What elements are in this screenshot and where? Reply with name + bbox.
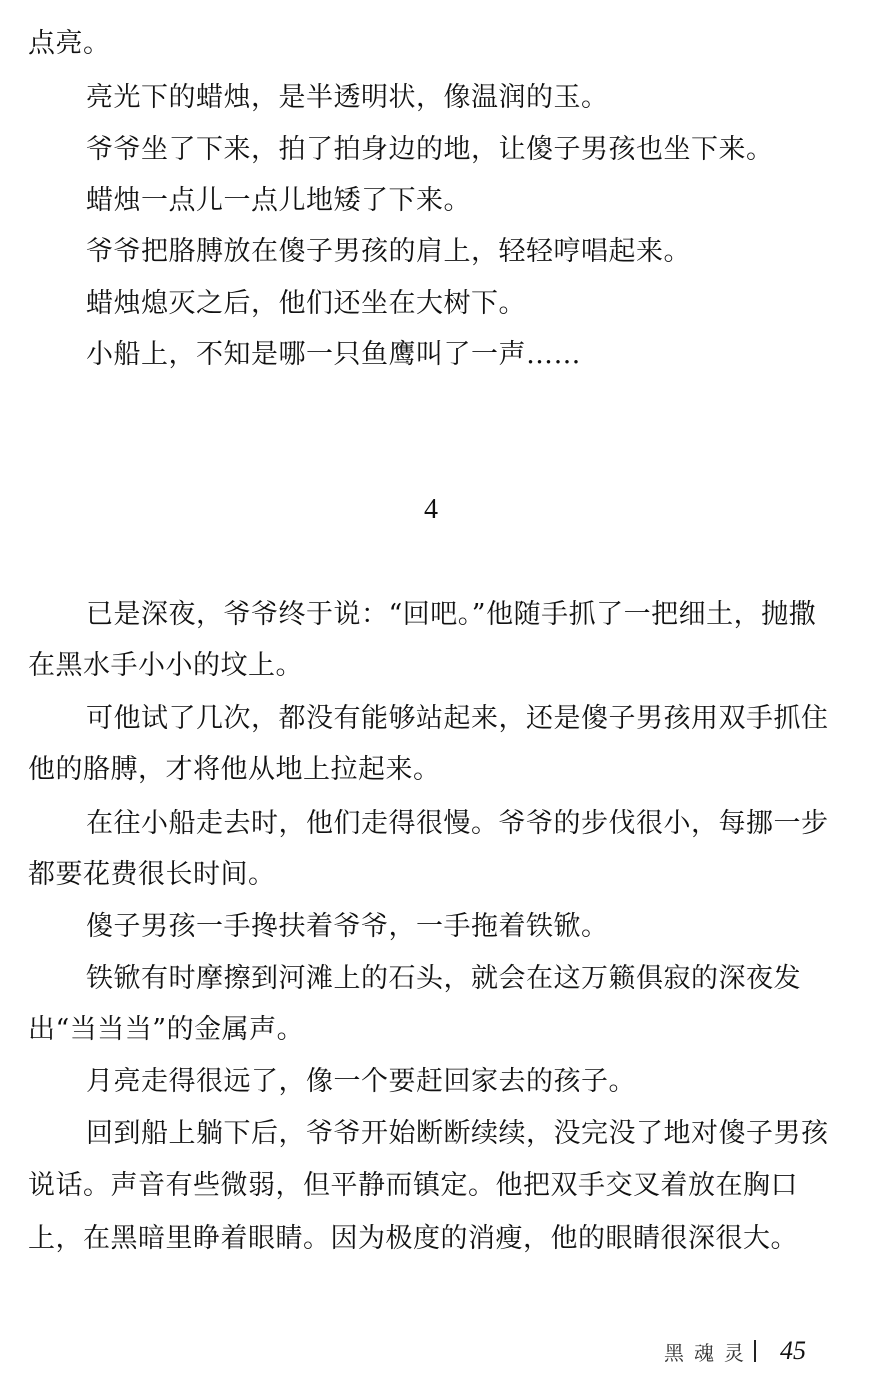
section-paragraph-line: 已是深夜，爷爷终于说：“回吧。”他随手抓了一把细土，抛撒 — [86, 599, 817, 630]
section-paragraph-line: 铁锨有时摩擦到河滩上的石头，就会在这万籁俱寂的深夜发 — [86, 963, 801, 994]
section-paragraph-line: 在黑水手小小的坟上。 — [28, 650, 303, 681]
page-footer — [664, 1334, 806, 1368]
section-paragraph-line: 他的胳膊，才将他从地上拉起来。 — [28, 754, 441, 785]
section-number: 4 — [424, 494, 438, 525]
section-paragraph-line: 傻子男孩一手搀扶着爷爷，一手拖着铁锨。 — [86, 911, 609, 942]
page-number: 45 — [780, 1336, 806, 1365]
body-paragraph: 爷爷把胳膊放在傻子男孩的肩上，轻轻哼唱起来。 — [86, 236, 691, 267]
section-paragraph-line: 说话。声音有些微弱，但平静而镇定。他把双手交叉着放在胸口 — [28, 1170, 798, 1201]
body-paragraph: 蜡烛熄灭之后，他们还坐在大树下。 — [86, 288, 526, 319]
body-line: 点亮。 — [28, 28, 111, 59]
section-paragraph-line: 可他试了几次，都没有能够站起来，还是傻子男孩用双手抓住 — [86, 703, 829, 734]
section-paragraph-line: 回到船上躺下后，爷爷开始断断续续，没完没了地对傻子男孩 — [86, 1118, 829, 1149]
body-paragraph: 蜡烛一点儿一点儿地矮了下来。 — [86, 185, 471, 216]
section-paragraph-line: 在往小船走去时，他们走得很慢。爷爷的步伐很小，每挪一步 — [86, 808, 829, 839]
body-paragraph: 小船上，不知是哪一只鱼鹰叫了一声…… — [86, 339, 581, 370]
section-paragraph-line: 都要花费很长时间。 — [28, 859, 276, 890]
running-title: 黑魂灵 — [664, 1340, 754, 1365]
footer-divider — [754, 1340, 756, 1362]
section-paragraph-line: 月亮走得很远了，像一个要赶回家去的孩子。 — [86, 1066, 636, 1097]
section-paragraph-line: 出“当当当”的金属声。 — [28, 1014, 305, 1045]
section-paragraph-line: 上，在黑暗里睁着眼睛。因为极度的消瘦，他的眼睛很深很大。 — [28, 1223, 798, 1254]
body-paragraph: 亮光下的蜡烛，是半透明状，像温润的玉。 — [86, 82, 609, 113]
body-paragraph: 爷爷坐了下来，拍了拍身边的地，让傻子男孩也坐下来。 — [86, 134, 774, 165]
